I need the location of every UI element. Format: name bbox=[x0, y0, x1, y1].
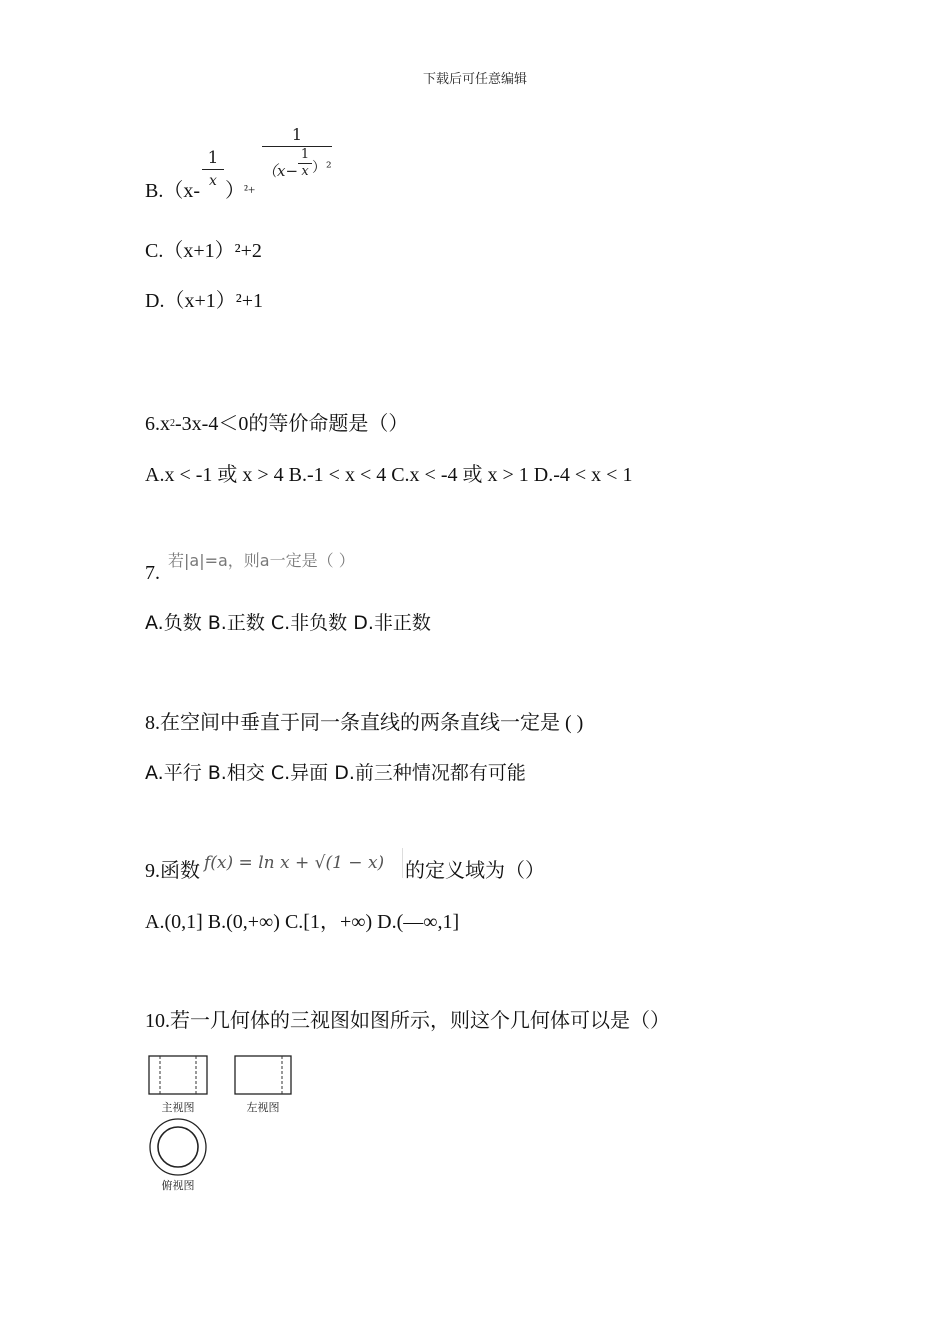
q5-inner-fraction bbox=[298, 148, 312, 179]
q6-stem-pre: 6.x bbox=[145, 413, 170, 435]
q5-optb-paren-close: ） bbox=[225, 180, 245, 202]
q5-option-c: C.（x+1）²+2 bbox=[145, 240, 262, 262]
q5-option-b bbox=[145, 178, 200, 204]
q9-options: A.(0,1] B.(0,+∞) C.[1，+∞) D.(—∞,1] bbox=[145, 911, 460, 933]
q6-options: A.x < -1 或 x > 4 B.-1 < x < 4 C.x < -4 或 x > 1 D.-4 < x < 1 bbox=[145, 464, 633, 486]
q5-option-d: D.（x+1）²+1 bbox=[145, 290, 263, 312]
q9-stem bbox=[145, 858, 200, 884]
page-header: 下载后可任意编辑 bbox=[422, 72, 527, 87]
three-view-figure bbox=[140, 1050, 310, 1200]
q8-options: A.平行 B.相交 C.异面 D.前三种情况都有可能 bbox=[145, 762, 526, 784]
q5-optb-fraction bbox=[202, 148, 224, 191]
left-view-label: 左视图 bbox=[246, 1101, 280, 1114]
q9-formula-image: f(x) = ln x + √(1 − x) bbox=[204, 848, 403, 878]
q7-options: A.负数 B.正数 C.非负数 D.非正数 bbox=[145, 612, 431, 634]
q6-stem bbox=[145, 411, 408, 441]
front-view-label: 主视图 bbox=[161, 1101, 195, 1114]
q7-stem-image: 若|a|=a，则a一定是（ ） bbox=[168, 551, 355, 570]
q5-optb-frac-num: 1 bbox=[207, 148, 219, 168]
q6-stem-sup: 2 bbox=[170, 418, 175, 429]
q7-number: 7. bbox=[145, 562, 160, 584]
q6-stem-post: -3x-4＜0的等价命题是（） bbox=[175, 413, 409, 435]
q9-stem-pre: 9.函数 bbox=[145, 860, 200, 882]
q10-stem: 10.若一几何体的三视图如图所示，则这个几何体可以是（） bbox=[145, 1010, 670, 1032]
q5-optb-big-fraction bbox=[262, 126, 332, 149]
left-view-drawing bbox=[235, 1056, 291, 1094]
q9-stem-post: 的定义域为（） bbox=[405, 860, 545, 882]
q5-big-den-open: （x− bbox=[262, 162, 299, 180]
top-view-drawing bbox=[150, 1119, 206, 1175]
front-view-drawing bbox=[149, 1056, 207, 1094]
q5-inner-den: x bbox=[301, 164, 309, 179]
q5-inner-num: 1 bbox=[300, 147, 310, 162]
q5-optb-frac-den: x bbox=[209, 173, 217, 189]
q5-big-num: 1 bbox=[291, 125, 303, 144]
q5-optb-label: B.（x- bbox=[145, 180, 200, 202]
q5-optb-exp-plus: ²+ bbox=[244, 182, 256, 197]
q5-big-den-close: ）² bbox=[312, 160, 332, 176]
q8-stem: 8.在空间中垂直于同一条直线的两条直线一定是 ( ) bbox=[145, 712, 584, 734]
top-view-label: 俯视图 bbox=[161, 1179, 195, 1192]
